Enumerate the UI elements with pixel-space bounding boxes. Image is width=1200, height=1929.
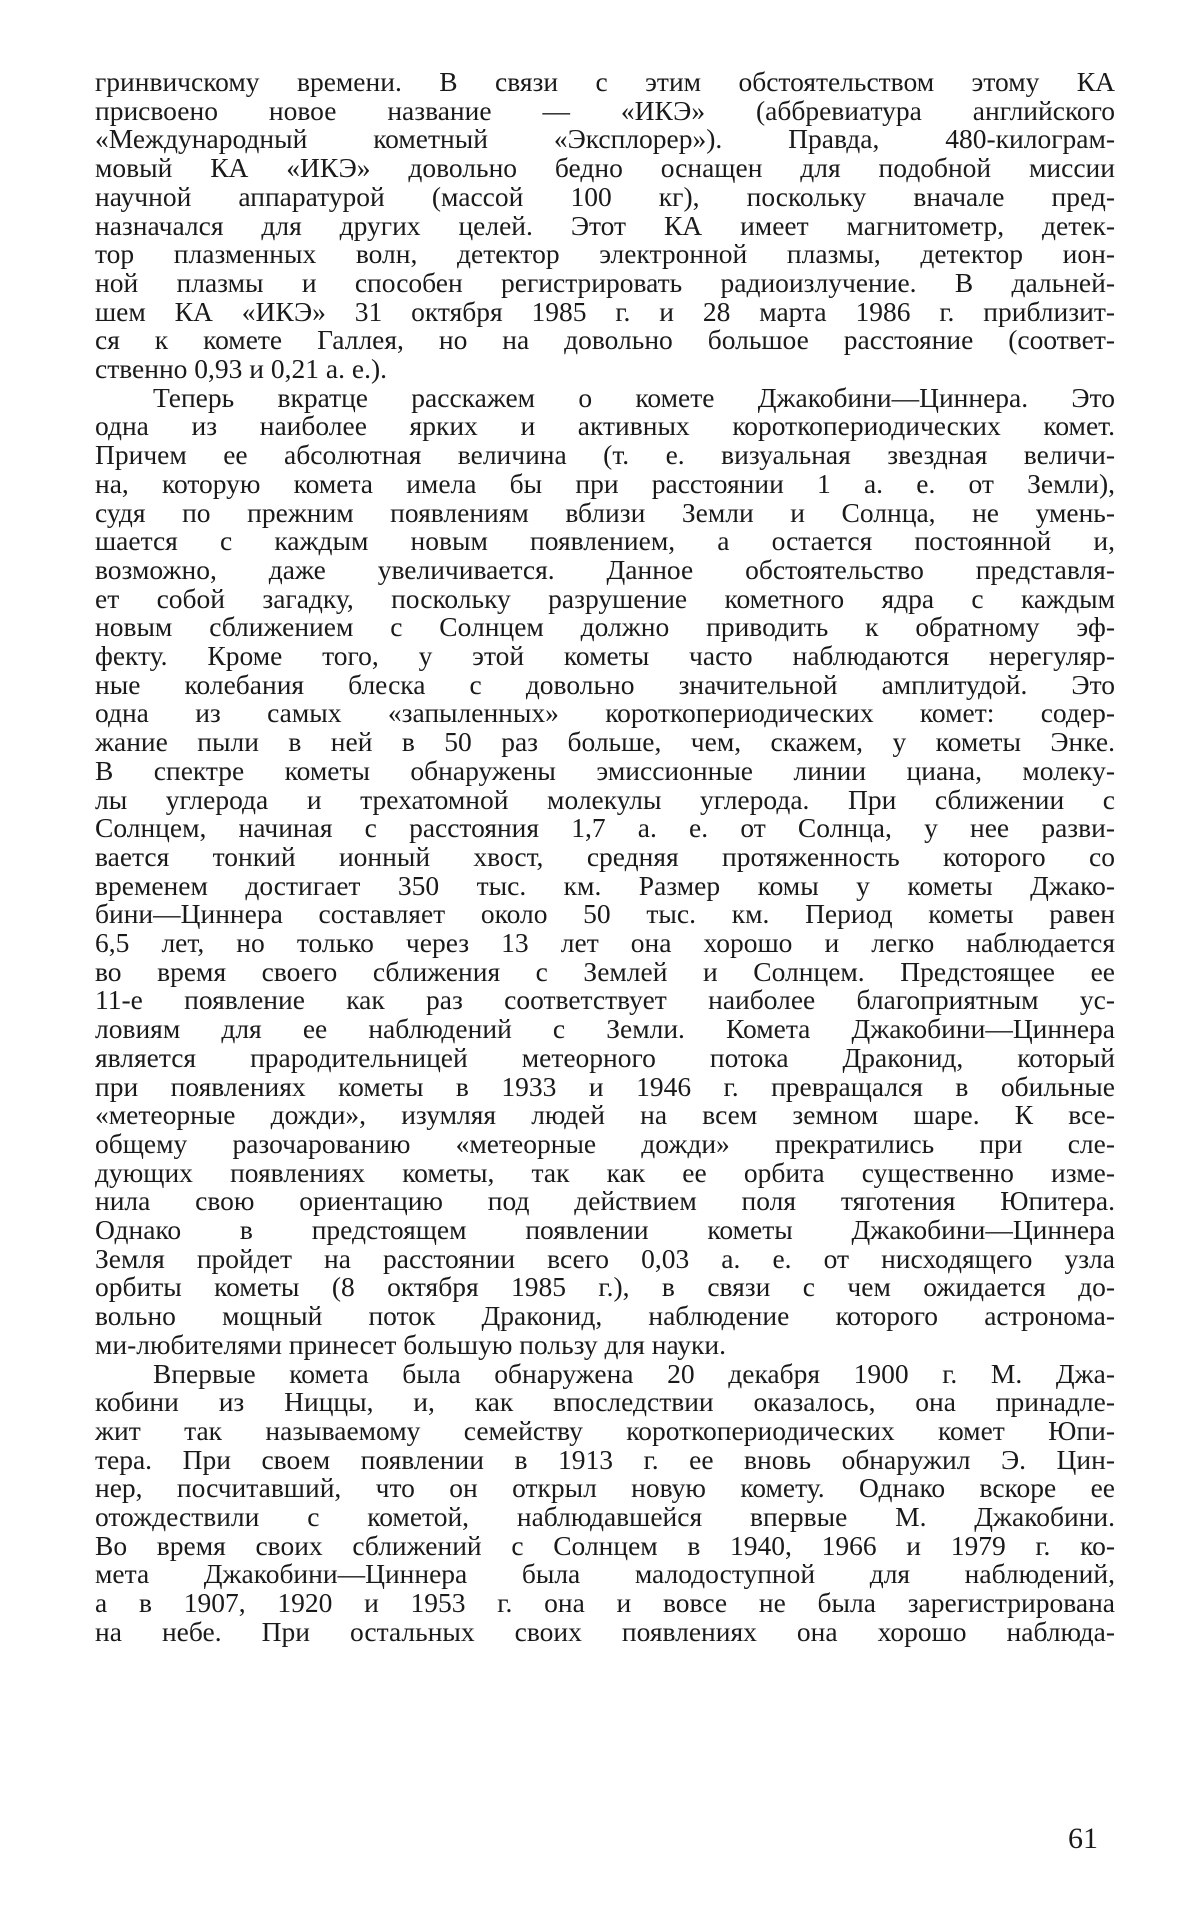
- page-number: 61: [1068, 1822, 1098, 1855]
- text-line: мета Джакобини—Циннера была малодоступной для наблюдений,: [95, 1558, 1115, 1590]
- text-line: 11-е появление как раз соответствует наиболее благоприятным ус-: [95, 984, 1115, 1016]
- text-line: лы углерода и трехатомной молекулы углерода. При сближении с: [95, 783, 1115, 815]
- text-line: дующих появлениях кометы, так как ее орбита существенно изме-: [95, 1156, 1115, 1188]
- text-line: Во время своих сближений с Солнцем в 1940, 1966 и 1979 г. ко-: [95, 1529, 1115, 1561]
- text-line: жит так называемому семейству короткопериодических комет Юпи-: [95, 1414, 1115, 1446]
- paragraph-start-line: Теперь вкратце расскажем о комете Джакобини—Циннера. Это: [153, 381, 1115, 413]
- text-line: отождествили с кометой, наблюдавшейся впервые М. Джакобини.: [95, 1501, 1115, 1532]
- text-line: «метеорные дожди», изумляя людей на всем земном шаре. К все-: [95, 1099, 1115, 1131]
- text-line: фекту. Кроме того, у этой кометы часто наблюдаются нерегуляр-: [95, 640, 1115, 671]
- text-line: является прародительницей метеорного потока Драконид, который: [95, 1041, 1115, 1073]
- text-line: временем достигает 350 тыс. км. Размер комы у кометы Джако-: [95, 869, 1115, 901]
- text-line: ные колебания блеска с довольно значительной амплитудой. Это: [95, 668, 1115, 700]
- text-line: бини—Циннера составляет около 50 тыс. км. Период кометы равен: [95, 898, 1115, 930]
- text-line: общему разочарованию «метеорные дожди» прекратились при сле-: [95, 1127, 1115, 1159]
- paragraph-start-line: Впервые комета была обнаружена 20 декабря 1900 г. М. Джа-: [153, 1357, 1115, 1389]
- text-line: нила свою ориентацию под действием поля тяготения Юпитера.: [95, 1185, 1115, 1217]
- text-line: одна из наиболее ярких и активных короткопериодических комет.: [95, 410, 1115, 442]
- text-line: ет собой загадку, поскольку разрушение кометного ядра с каждым: [95, 582, 1115, 614]
- text-line: назначался для других целей. Этот КА имеет магнитометр, детек-: [95, 209, 1115, 241]
- text-line: шается с каждым новым появлением, а остается постоянной и,: [95, 525, 1115, 557]
- text-line: вольно мощный поток Драконид, наблюдение которого астронома-: [95, 1300, 1115, 1332]
- text-line: Солнцем, начиная с расстояния 1,7 а. е. от Солнца, у нее разви-: [95, 812, 1115, 844]
- document-page: [95, 68, 1115, 1908]
- text-line: жание пыли в ней в 50 раз больше, чем, скажем, у кометы Энке.: [95, 726, 1115, 758]
- text-line: ми-любителями принесет большую пользу для науки.: [95, 1328, 727, 1360]
- text-line: вается тонкий ионный хвост, средняя протяженность которого со: [95, 840, 1115, 872]
- text-line: мовый КА «ИКЭ» довольно бедно оснащен для подобной миссии: [95, 152, 1115, 184]
- text-line: 6,5 лет, но только через 13 лет она хорошо и легко наблюдается: [95, 927, 1115, 958]
- text-line: а в 1907, 1920 и 1953 г. она и вовсе не была зарегистрирована: [95, 1587, 1115, 1619]
- text-line: возможно, даже увеличивается. Данное обстоятельство представля-: [95, 553, 1115, 585]
- text-line: ловиям для ее наблюдений с Земли. Комета Джакобини—Циннера: [95, 1013, 1115, 1045]
- text-line: ся к комете Галлея, но на довольно большое расстояние (соответ-: [95, 324, 1115, 356]
- text-line: ной плазмы и способен регистрировать радиоизлучение. В дальней-: [95, 266, 1115, 298]
- text-line: во время своего сближения с Землей и Солнцем. Предстоящее ее: [95, 955, 1115, 987]
- text-line: тор плазменных волн, детектор электронной плазмы, детектор ион-: [95, 238, 1115, 270]
- text-line: на, которую комета имела бы при расстоянии 1 а. е. от Земли),: [95, 467, 1115, 499]
- text-line: научной аппаратурой (массой 100 кг), поскольку вначале пред-: [95, 180, 1115, 212]
- text-line: ственно 0,93 и 0,21 а. е.).: [95, 353, 387, 384]
- text-line: судя по прежним появлениям вблизи Земли и Солнца, не умень-: [95, 496, 1115, 528]
- text-line: Земля пройдет на расстоянии всего 0,03 а. е. от нисходящего узла: [95, 1242, 1115, 1274]
- text-line: гринвичскому времени. В связи с этим обстоятельством этому КА: [95, 66, 1115, 97]
- text-line: тера. При своем появлении в 1913 г. ее вновь обнаружил Э. Цин-: [95, 1443, 1115, 1475]
- text-line: орбиты кометы (8 октября 1985 г.), в связи с чем ожидается до-: [95, 1271, 1115, 1303]
- text-line: нер, посчитавший, что он открыл новую комету. Однако вскоре ее: [95, 1472, 1115, 1504]
- text-line: одна из самых «запыленных» короткопериодических комет: содер-: [95, 697, 1115, 729]
- text-line: на небе. При остальных своих появлениях она хорошо наблюда-: [95, 1615, 1115, 1647]
- text-line: новым сближением с Солнцем должно приводить к обратному эф-: [95, 611, 1115, 643]
- text-line: «Международный кометный «Эксплорер»). Правда, 480-килограм-: [95, 123, 1115, 155]
- text-line: Однако в предстоящем появлении кометы Джакобини—Циннера: [95, 1214, 1115, 1245]
- text-line: шем КА «ИКЭ» 31 октября 1985 г. и 28 марта 1986 г. приблизит-: [95, 295, 1115, 327]
- text-line: В спектре кометы обнаружены эмиссионные линии циана, молеку-: [95, 754, 1115, 786]
- text-line: кобини из Ниццы, и, как впоследствии оказалось, она принадле-: [95, 1386, 1115, 1418]
- text-line: присвоено новое название — «ИКЭ» (аббревиатура английского: [95, 94, 1115, 126]
- text-line: Причем ее абсолютная величина (т. е. визуальная звездная величи-: [95, 439, 1115, 471]
- text-line: при появлениях кометы в 1933 и 1946 г. превращался в обильные: [95, 1070, 1115, 1102]
